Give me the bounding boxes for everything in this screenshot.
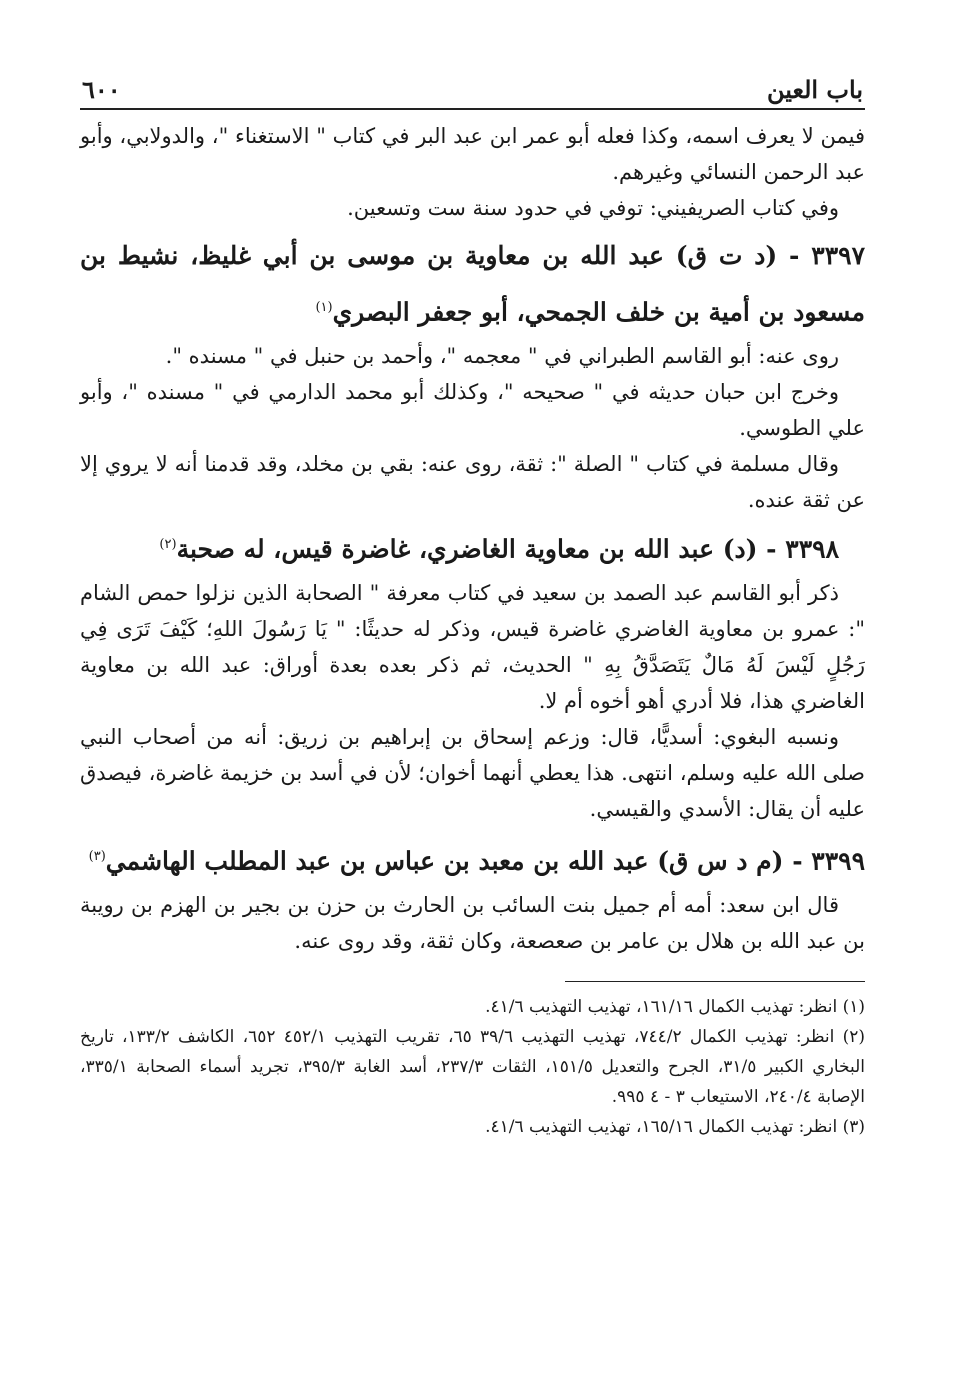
footnote-ref: (١)	[315, 300, 333, 315]
page-body	[80, 118, 865, 959]
entry-title: ٣٣٩٩ - (م د س ق) عبد الله بن معبد بن عباس بن عبد المطلب الهاشمي	[105, 845, 865, 875]
paragraph: قال ابن سعد: أمه أم جميل بنت السائب بن الحارث بن حزن بن بجير بن الهزم بن رويبة بن عبد الله بن هلال بن عامر بن صعصعة، وكان ثقة، وقد روى عنه.	[80, 892, 865, 953]
paragraph: وفي كتاب الصريفيني: توفي في حدود سنة ست وتسعين.	[347, 196, 839, 220]
paragraph: وخرج ابن حبان حديثه في " صحيحه "، وكذلك أبو محمد الدارمي في " مسنده "، وأبو علي الطوسي.	[80, 380, 865, 441]
paragraph: وقال مسلمة في كتاب " الصلة ": ثقة، روى عنه: بقي بن مخلد، وقد قدمنا أنه لا يروي إلا عن ثقة عنده.	[80, 452, 865, 513]
entry-heading-3399	[80, 831, 865, 887]
entry-title: ٣٣٩٧ - (د ت ق) عبد الله بن معاوية بن موسى بن أبي غليظ، نشيط بن مسعود بن أمية بن خلف الجمحي، أبو جعفر البصري	[80, 241, 865, 327]
chapter-title: باب العين	[766, 75, 863, 104]
footnote: (٣) انظر: تهذيب الكمال ١٦٥/١٦، تهذيب التهذيب ٤١/٦.	[485, 1116, 865, 1137]
footnote: (١) انظر: تهذيب الكمال ١٦١/١٦، تهذيب التهذيب ٤١/٦.	[485, 996, 865, 1017]
page-header	[80, 60, 865, 110]
page-number: ٦٠٠	[82, 75, 121, 104]
footnote-ref: (٢)	[159, 537, 177, 553]
entry-heading-3398	[80, 520, 865, 574]
footnote-ref: (٣)	[88, 848, 106, 864]
paragraph: ذكر أبو القاسم عبد الصمد بن سعيد في كتاب معرفة " الصحابة الذين نزلوا حمص الشام ": عمرو بن معاوية الغاضري غاضرة قيس، وذكر له حديثًا: " يَا رَسُولَ اللهِ؛ كَيْفَ تَرَى فِي رَجُلٍ لَيْسَ لَهُ مَالٌ يَتَصَدَّقُ بِهِ " الحديث، ثم ذكر بعده بعدة أوراق: عبد الله بن معاوية الغاضري هذا، فلا أدري أهو أخوه أم لا.	[80, 580, 865, 713]
paragraph: ونسبه البغوي: أسديًّا، قال: وزعم إسحاق بن إبراهيم بن زريق: أنه من أصحاب النبي صلى الله عليه وسلم، انتهى. هذا يعطي أنهما أخوان؛ لأن في أسد بن خزيمة غاضرة، فيصدق عليه أن يقال: الأسدي والقيسي.	[80, 724, 865, 821]
paragraph: روى عنه: أبو القاسم الطبراني في " معجمه "، وأحمد بن حنبل في " مسنده ".	[165, 344, 839, 369]
book-page	[80, 60, 865, 1142]
continuation-paragraph: فيمن لا يعرف اسمه، وكذا فعله أبو عمر ابن عبد البر في كتاب " الاستغناء "، والدولابي، وأبو عبد الرحمن النسائي وغيرهم.	[80, 124, 865, 184]
footnote: (٢) انظر: تهذيب الكمال ٧٤٤/٢، تهذيب التهذيب ٣٩/٦ ٦٥، تقريب التهذيب ٤٥٢/١ ٦٥٢، الكاشف ١٣٣/٢، تاريخ البخاري الكبير ٣١/٥، الجرح والتعديل ١٥١/٥، الثقات ٢٣٧/٣، أسد الغابة ٣٩٥/٣، تجريد أسماء الصحابة ٣٣٥/١، الإصابة ٢٤٠/٤، الاستيعاب ٣ - ٤ ٩٩٥.	[80, 1026, 866, 1107]
footnote-separator	[565, 981, 865, 982]
entry-title: ٣٣٩٨ - (د) عبد الله بن معاوية الغاضري، غاضرة قيس، له صحبة	[176, 534, 839, 564]
entry-heading-3397	[80, 230, 865, 338]
footnotes	[80, 992, 865, 1142]
